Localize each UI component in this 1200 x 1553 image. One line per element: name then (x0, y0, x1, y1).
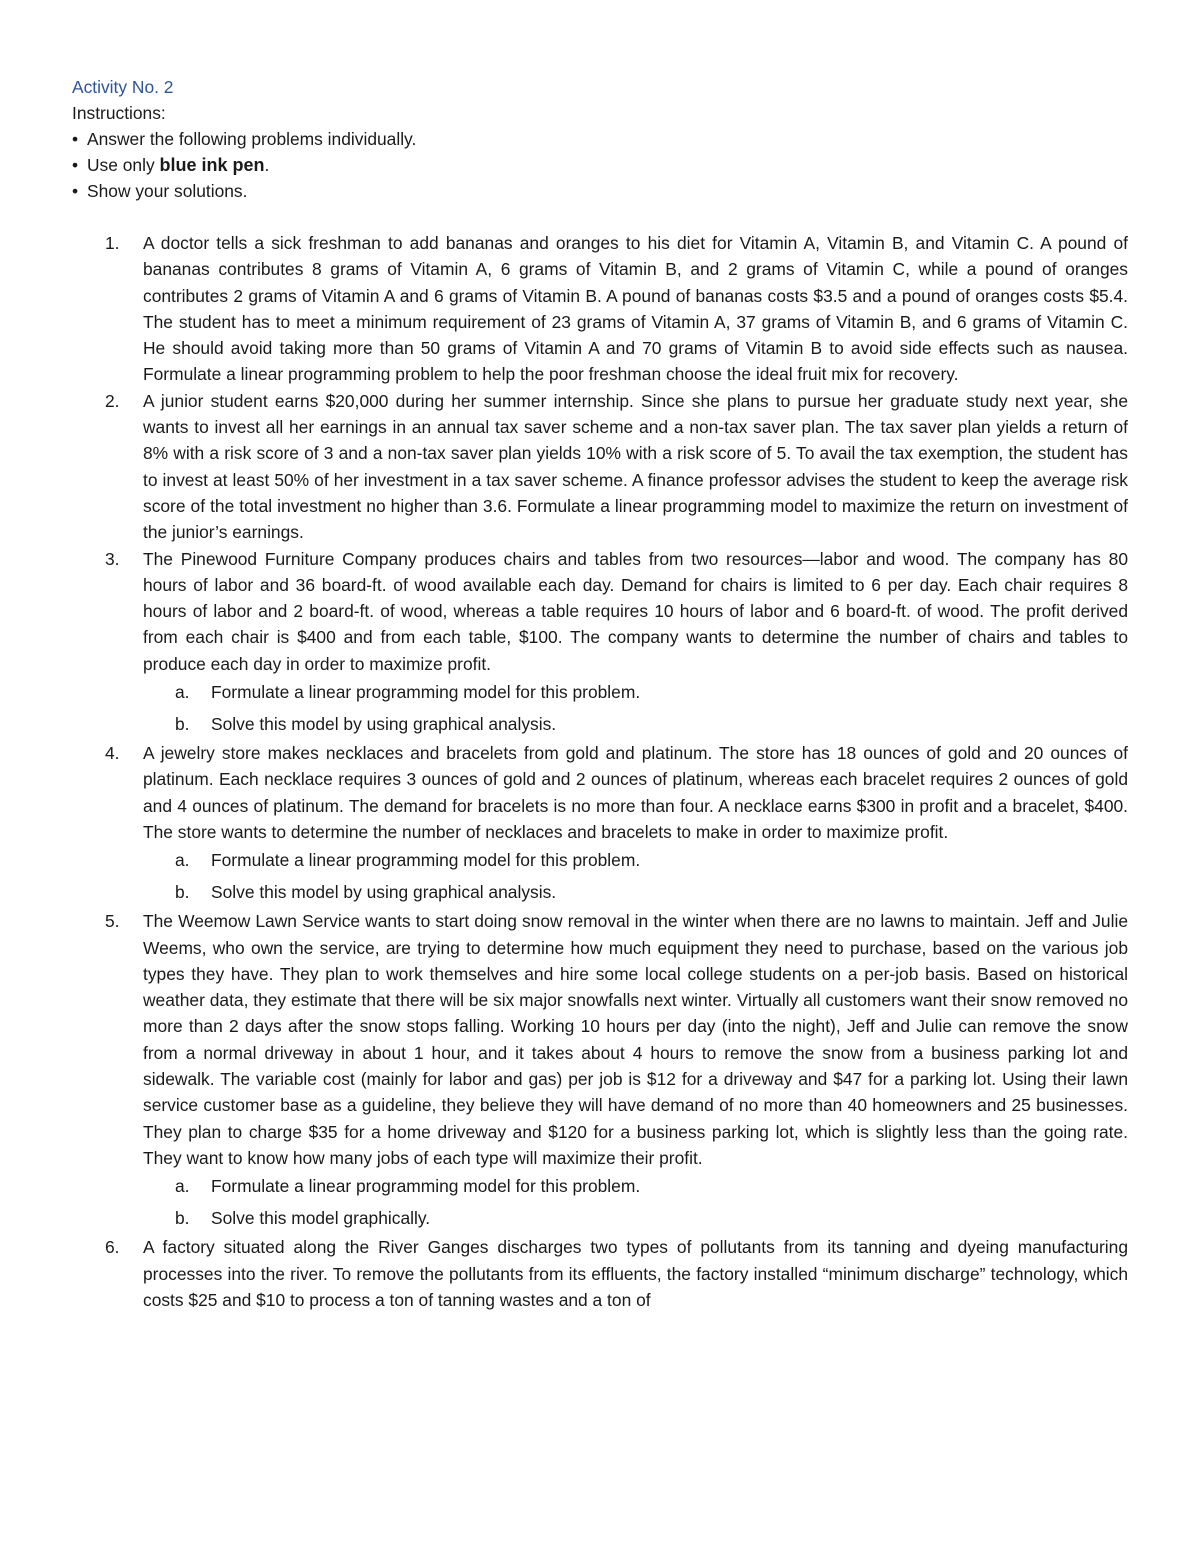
problem-4 (72, 740, 1128, 908)
sub-text: Formulate a linear programming model for this problem. (211, 850, 641, 871)
sub-letter: a. (175, 682, 190, 703)
sub-letter: b. (175, 713, 190, 734)
problem-list (72, 230, 1128, 1313)
sub-question (143, 677, 1128, 709)
spacer (72, 204, 1128, 230)
sub-text: Formulate a linear programming model for this problem. (211, 682, 641, 703)
sub-letter: a. (175, 850, 190, 871)
problem-3 (72, 546, 1128, 740)
sub-text: Formulate a linear programming model for this problem. (211, 1176, 641, 1197)
problem-number: 5. (105, 911, 120, 932)
sub-question (143, 877, 1128, 909)
instruction-item: • Answer the following problems individually. (72, 126, 1128, 152)
sub-question (143, 1171, 1128, 1203)
problem-text: A junior student earns $20,000 during her summer internship. Since she plans to pursue her graduate study next year, she wants to invest all her earnings in an annual tax saver scheme and a non-tax saver plan. The tax saver plan yields a return of 8% with a risk score of 3 and a non-tax saver plan yields 10% with a risk score of 5. To avail the tax exemption, the student has to invest at least 50% of her investment in a tax saver scheme. A finance professor advises the student to keep the average risk score of the total investment no higher than 3.6. Formulate a linear programming model to maximize the return on investment of the junior’s earnings. (143, 390, 1128, 543)
problem-text: A jewelry store makes necklaces and bracelets from gold and platinum. The store has 18 ounces of gold and 20 ounces of platinum. Each necklace requires 3 ounces of gold and 2 ounces of platinum, whereas each bracelet requires 2 ounces of gold and 4 ounces of platinum. The demand for bracelets is no more than four. A necklace earns $300 in profit and a bracelet, $400. The store wants to determine the number of necklaces and bracelets to make in order to maximize profit. (143, 743, 1128, 842)
sub-question (143, 709, 1128, 741)
problem-5 (72, 908, 1128, 1234)
problem-2 (72, 388, 1128, 546)
problem-number: 1. (105, 233, 120, 253)
sub-letter: b. (175, 1207, 190, 1228)
emphasis-text: blue ink pen (159, 155, 265, 175)
problem-text: A doctor tells a sick freshman to add bananas and oranges to his diet for Vitamin A, Vitamin B, and Vitamin C. A pound of bananas contributes 8 grams of Vitamin A, 6 grams of Vitamin B, and 2 grams of Vitamin C, while a pound of oranges contributes 2 grams of Vitamin A and 6 grams of Vitamin B. A pound of bananas costs $3.5 and a pound of oranges costs $5.4. The student has to meet a minimum requirement of 23 grams of Vitamin A, 37 grams of Vitamin B, and 6 grams of Vitamin C. He should avoid taking more than 50 grams of Vitamin A and 70 grams of Vitamin B to avoid side effects such as nausea. Formulate a linear programming problem to help the poor freshman choose the ideal fruit mix for recovery. (143, 233, 1128, 385)
sub-text: Solve this model by using graphical analysis. (211, 881, 557, 902)
sub-text: Solve this model by using graphical analysis. (211, 713, 557, 734)
document-page (72, 74, 1128, 1313)
bullet-icon: • (72, 181, 79, 201)
problem-number: 4. (105, 743, 120, 764)
sub-letter: b. (175, 881, 190, 902)
sub-question (143, 1203, 1128, 1235)
problem-number: 2. (105, 390, 120, 411)
sub-letter: a. (175, 1176, 190, 1197)
problem-number: 6. (105, 1237, 120, 1258)
sub-text: Solve this model graphically. (211, 1207, 431, 1228)
instructions-heading: Instructions: (72, 103, 166, 123)
problem-number: 3. (105, 548, 120, 569)
problem-text: The Weemow Lawn Service wants to start doing snow removal in the winter when there are no lawns to maintain. Jeff and Julie Weems, who own the service, are trying to determine how much equipment they need to purchase, based on the various job types they have. They plan to work themselves and hire some local college students on a per-job basis. Based on historical weather data, they estimate that there will be six major snowfalls next winter. Virtually all customers want their snow removed no more than 2 days after the snow stops falling. Working 10 hours per day (into the night), Jeff and Julie can remove the snow from a normal driveway in about 1 hour, and it takes about 4 hours to remove the snow from a business parking lot and sidewalk. The variable cost (mainly for labor and gas) per job is $12 for a driveway and $47 for a parking lot. Using their lawn service customer base as a guideline, they believe they will have demand of no more than 40 homeowners and 25 businesses. They plan to charge $35 for a home driveway and $120 for a business parking lot, which is slightly less than the going rate. They want to know how many jobs of each type will maximize their profit. (143, 911, 1128, 1168)
problem-6 (72, 1234, 1128, 1313)
instruction-item: • Show your solutions. (72, 178, 1128, 204)
activity-title: Activity No. 2 (72, 77, 174, 97)
problem-text: A factory situated along the River Ganges discharges two types of pollutants from its tanning and dyeing manufacturing processes into the river. To remove the pollutants from its effluents, the factory installed “minimum discharge” technology, which costs $25 and $10 to process a ton of tanning wastes and a ton of (143, 1237, 1128, 1310)
instruction-item: • Use only blue ink pen. (72, 152, 1128, 178)
bullet-icon: • (72, 155, 79, 175)
sub-question (143, 845, 1128, 877)
problem-text: The Pinewood Furniture Company produces chairs and tables from two resources—labor and wood. The company has 80 hours of labor and 36 board-ft. of wood available each day. Demand for chairs is limited to 6 per day. Each chair requires 8 hours of labor and 2 board-ft. of wood, whereas a table requires 10 hours of labor and 6 board-ft. of wood. The profit derived from each chair is $400 and from each table, $100. The company wants to determine the number of chairs and tables to produce each day in order to maximize profit. (143, 548, 1128, 674)
bullet-icon: • (72, 129, 79, 149)
problem-1 (72, 230, 1128, 388)
